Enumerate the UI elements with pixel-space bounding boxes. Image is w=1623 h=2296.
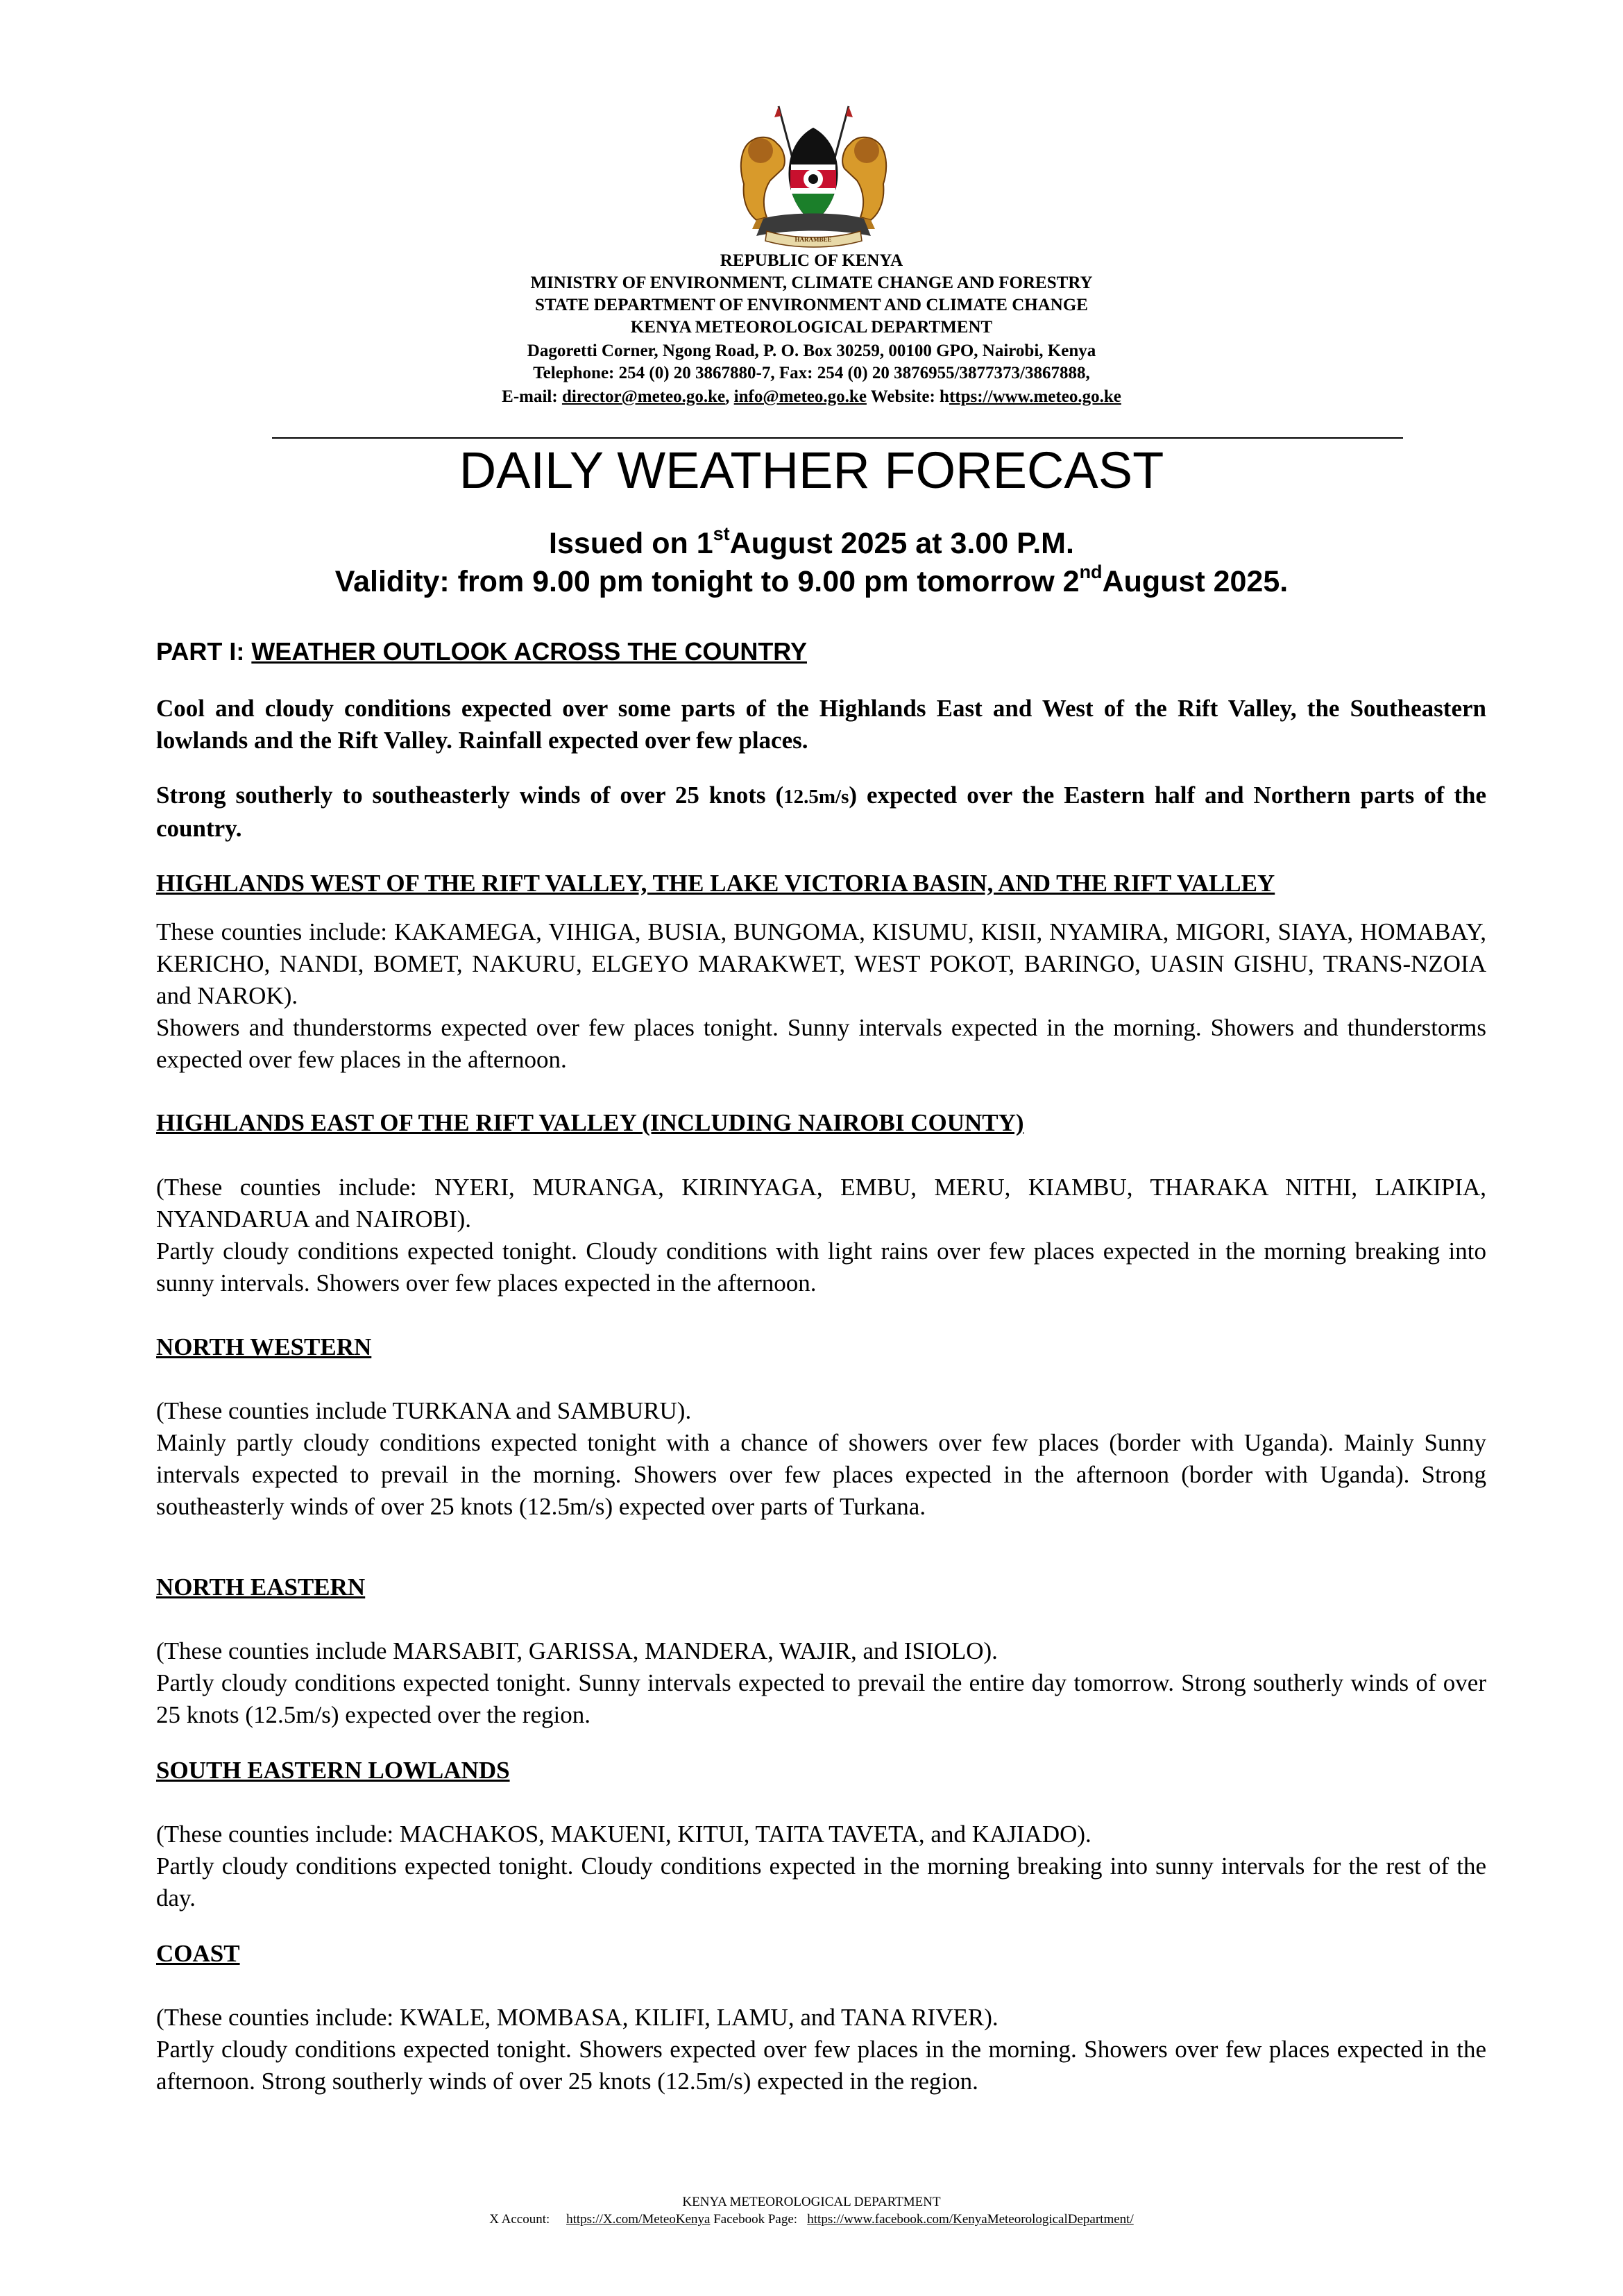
region-counties-coast: (These counties include: KWALE, MOMBASA, KILIFI, LAMU, and TANA RIVER). xyxy=(156,2004,999,2031)
header-republic: REPUBLIC OF KENYA xyxy=(720,251,903,270)
part-title: WEATHER OUTLOOK ACROSS THE COUNTRY xyxy=(251,637,807,666)
summary-wind-area: ) expected over the Eastern half and Northern parts of the country. xyxy=(156,782,1486,842)
summary-paragraph-1: Cool and cloudy conditions expected over some parts of the Highlands East and West of the Rift Valley, the Southeastern lowlands and the Rift Valley. Rainfall expected over few places. xyxy=(156,695,1486,754)
footer-social-links xyxy=(0,2211,1623,2228)
region-forecast-north-eastern: Partly cloudy conditions expected tonight. Sunny intervals expected to prevail the entire day tomorrow. Strong southerly winds of over 25 knots (12.5m/s) expected over the region. xyxy=(156,1669,1486,1728)
validity-text: Validity: from 9.00 pm tonight to 9.00 pm tomorrow 2 xyxy=(334,565,1080,598)
region-forecast-highlands-east: Partly cloudy conditions expected tonight. Cloudy conditions with light rains over few places expected in the morning breaking into sunny intervals. Showers over few places expected in the afternoon. xyxy=(156,1238,1486,1297)
region-forecast-highlands-west: Showers and thunderstorms expected over few places tonight. Sunny intervals expected in the morning. Showers and thunderstorms expected over few places in the afternoon. xyxy=(156,1014,1486,1073)
issued-text: Issued on 1 xyxy=(549,527,713,560)
footer-x-link[interactable]: https://X.com/MeteoKenya xyxy=(566,2212,711,2227)
header-address: Dagoretti Corner, Ngong Road, P. O. Box 30259, 00100 GPO, Nairobi, Kenya xyxy=(527,341,1096,360)
footer-facebook-link[interactable]: https://www.facebook.com/KenyaMeteorologicalDepartment/ xyxy=(807,2212,1134,2227)
validity-line xyxy=(0,562,1623,601)
header-state-department: STATE DEPARTMENT OF ENVIRONMENT AND CLIMATE CHANGE xyxy=(535,296,1088,314)
summary-wind-speed: 12.5m/s xyxy=(783,786,849,808)
header-department: KENYA METEOROLOGICAL DEPARTMENT xyxy=(630,318,993,337)
crest-motto: HARAMBEE xyxy=(794,236,832,243)
validity-ordinal: nd xyxy=(1079,561,1103,582)
issued-ordinal: st xyxy=(713,523,730,544)
header-telephone: Telephone: 254 (0) 20 3867880-7, Fax: 254 (0) 20 3876955/3877373/3867888, xyxy=(533,364,1090,382)
header-ministry: MINISTRY OF ENVIRONMENT, CLIMATE CHANGE AND FORESTRY xyxy=(530,273,1093,292)
email-label: E-mail: xyxy=(502,387,558,406)
region-counties-highlands-west: These counties include: KAKAMEGA, VIHIGA, BUSIA, BUNGOMA, KISUMU, KISII, NYAMIRA, MIGORI, SIAYA, HOMABAY, KERICHO, NANDI, BOMET, NAKURU, ELGEYO MARAKWET, WEST POKOT, BARINGO, UASIN GISHU, TRANS-NZOIA and NAROK). xyxy=(156,918,1486,1009)
kenya-coat-of-arms-icon xyxy=(729,101,899,250)
region-heading-highlands-east: HIGHLANDS EAST OF THE RIFT VALLEY (INCLUDING NAIROBI COUNTY) xyxy=(156,1109,1024,1136)
footer-x-label: X Account: xyxy=(489,2212,550,2227)
email-separator: , xyxy=(725,387,730,406)
region-heading-highlands-west: HIGHLANDS WEST OF THE RIFT VALLEY, THE LAKE VICTORIA BASIN, AND THE RIFT VALLEY xyxy=(156,870,1275,897)
header-contact-line xyxy=(0,386,1623,408)
email-link-info[interactable]: info@meteo.go.ke xyxy=(733,387,867,406)
region-counties-north-western: (These counties include TURKANA and SAMBURU). xyxy=(156,1397,692,1424)
summary-wind-text: Strong southerly to southeasterly winds of over 25 knots ( xyxy=(156,782,784,809)
summary-paragraph-2 xyxy=(156,779,1486,845)
document-title: DAILY WEATHER FORECAST xyxy=(459,441,1164,499)
part-label: PART I: xyxy=(156,637,252,666)
issued-line xyxy=(0,524,1623,563)
region-forecast-coast: Partly cloudy conditions expected tonight. Showers expected over few places in the morning. Showers over few places expected in the afternoon. Strong southerly winds of over 25 knots (12.5m/s) expected in the region. xyxy=(156,2036,1486,2095)
region-counties-north-eastern: (These counties include MARSABIT, GARISSA, MANDERA, WAJIR, and ISIOLO). xyxy=(156,1637,998,1664)
validity-date: August 2025. xyxy=(1102,565,1289,598)
website-label: Website: h xyxy=(870,387,949,406)
region-heading-coast: COAST xyxy=(156,1940,240,1967)
website-link[interactable]: ttps://www.meteo.go.ke xyxy=(949,387,1121,406)
region-heading-north-eastern: NORTH EASTERN xyxy=(156,1573,366,1601)
email-link-director[interactable]: director@meteo.go.ke xyxy=(561,387,726,406)
region-forecast-south-eastern-lowlands: Partly cloudy conditions expected tonight. Cloudy conditions expected in the morning breaking into sunny intervals for the rest of the day. xyxy=(156,1852,1486,1911)
region-counties-south-eastern-lowlands: (These counties include: MACHAKOS, MAKUENI, KITUI, TAITA TAVETA, and KAJIADO). xyxy=(156,1821,1091,1848)
region-forecast-north-western: Mainly partly cloudy conditions expected tonight with a chance of showers over few places (border with Uganda). Mainly Sunny intervals expected to prevail in the morning. Showers over few places expected in the afternoon (border with Uganda). Strong southeasterly winds of over 25 knots (12.5m/s) expected over parts of Turkana. xyxy=(156,1429,1486,1520)
issued-date: August 2025 at 3.00 P.M. xyxy=(729,527,1074,560)
part-heading xyxy=(156,636,807,668)
region-heading-south-eastern-lowlands: SOUTH EASTERN LOWLANDS xyxy=(156,1757,510,1784)
footer-facebook-label: Facebook Page: xyxy=(713,2212,798,2227)
region-heading-north-western: NORTH WESTERN xyxy=(156,1333,372,1360)
region-counties-highlands-east: (These counties include: NYERI, MURANGA, KIRINYAGA, EMBU, MERU, KIAMBU, THARAKA NITHI, LAIKIPIA, NYANDARUA and NAIROBI). xyxy=(156,1174,1486,1233)
footer-department: KENYA METEOROLOGICAL DEPARTMENT xyxy=(682,2195,941,2209)
